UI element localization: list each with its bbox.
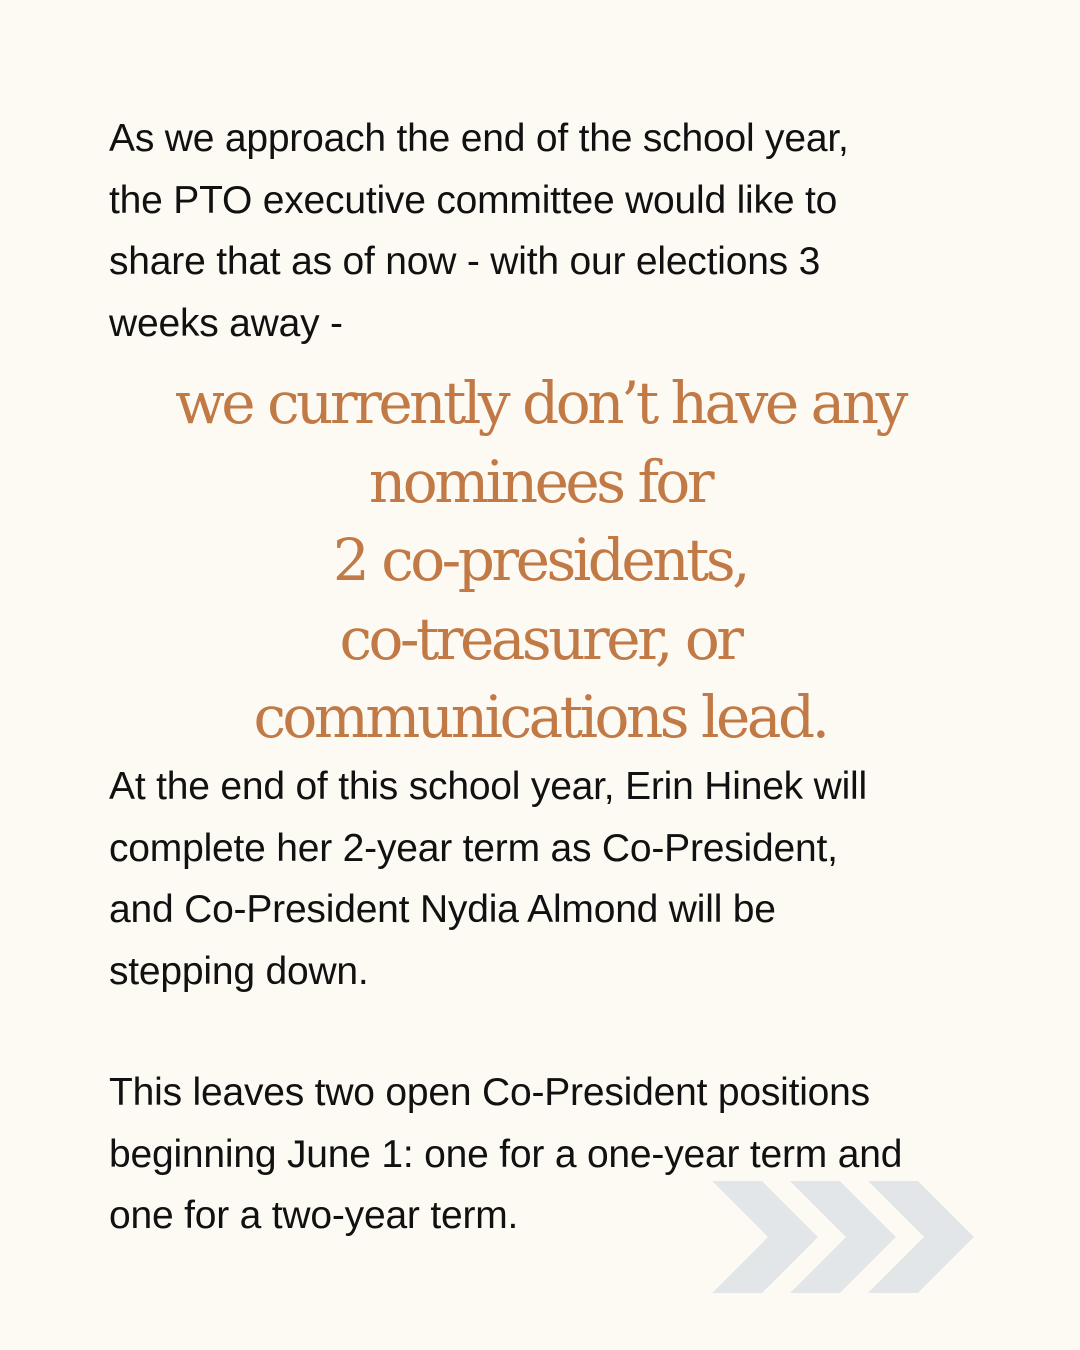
highlight-statement	[0, 364, 1080, 757]
highlight-line: 2 co-presidents,	[332, 526, 748, 594]
intro-line: weeks away -	[109, 301, 343, 345]
intro-line: As we approach the end of the school year,	[109, 117, 849, 160]
highlight-line: communications lead.	[253, 683, 827, 751]
positions-line: beginning June 1: one for a one-year term and	[109, 1132, 903, 1176]
chevron-shape	[712, 1181, 818, 1293]
highlight-line: we currently don’t have any	[175, 369, 905, 437]
highlight-line: co-treasurer, or	[339, 604, 741, 673]
intro-line: share that as of now - with our elections 3	[109, 240, 821, 283]
chevron-arrows-icon	[712, 1181, 974, 1293]
intro-paragraph	[109, 108, 1009, 354]
term-line: complete her 2-year term as Co-President,	[109, 826, 838, 870]
term-paragraph	[109, 756, 1009, 1002]
highlight-line: nominees for	[368, 447, 712, 516]
term-line: At the end of this school year, Erin Hinek will	[109, 765, 867, 808]
term-line: stepping down.	[109, 949, 369, 993]
positions-line: one for a two-year term.	[109, 1194, 519, 1237]
intro-line: the PTO executive committee would like to	[109, 178, 838, 222]
positions-line: This leaves two open Co-President positions	[109, 1071, 870, 1114]
term-line: and Co-President Nydia Almond will be	[109, 888, 776, 931]
